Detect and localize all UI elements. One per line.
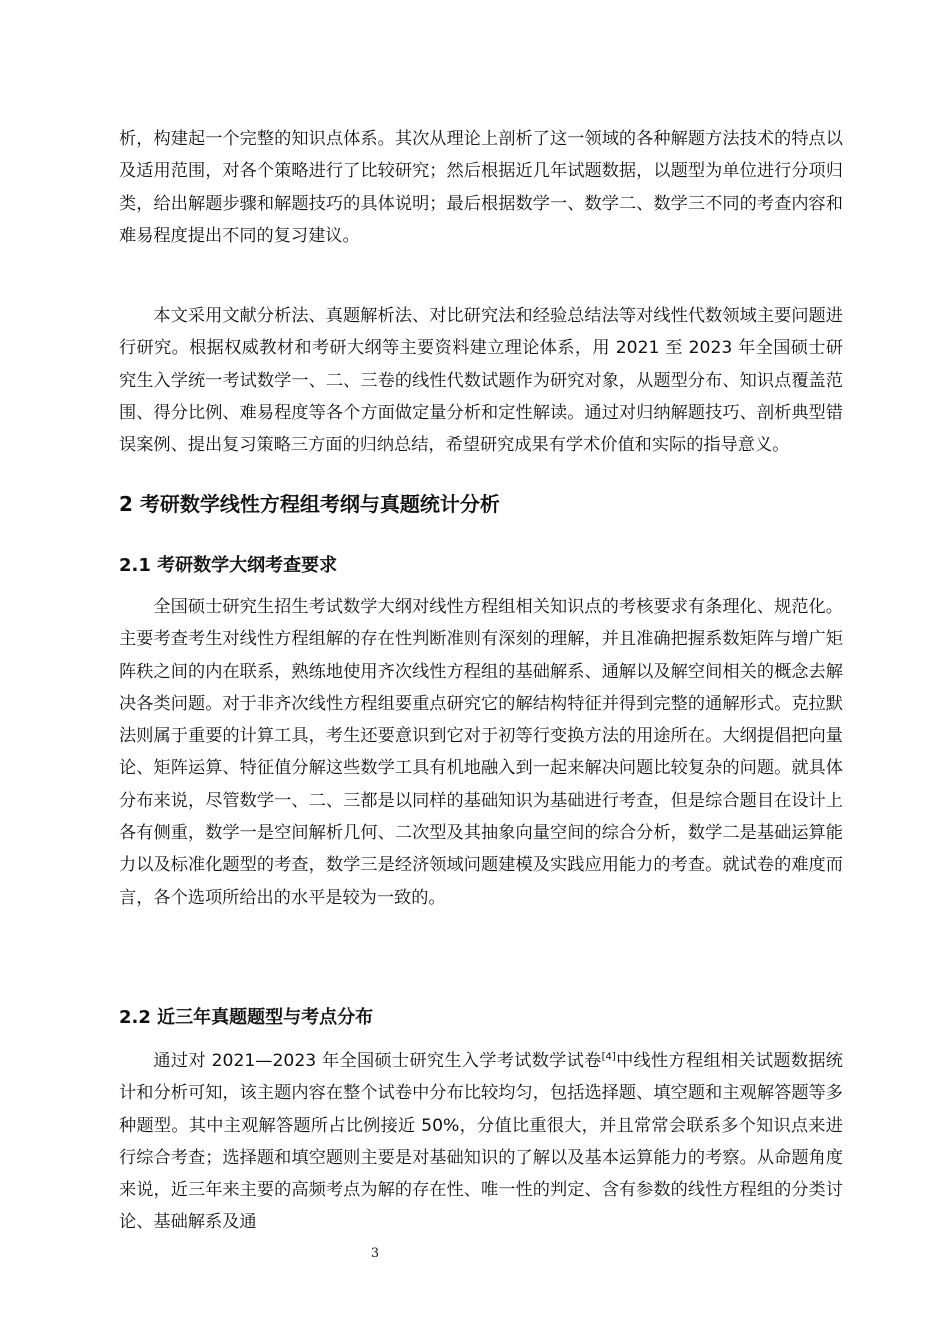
section-2-1-title: 2.1 考研数学大纲考查要求 — [119, 555, 338, 576]
paragraph-2-2 — [119, 1045, 843, 1239]
paragraph-methods: 本文采用文献分析法、真题解析法、对比研究法和经验总结法等对线性代数领域主要问题进行研究。根据权威教材和考研大纲等主要资料建立理论体系，用 2021 至 2023 年全国硕士研究生入学统一考试数学一、二、三卷的线性代数试题作为研究对象，从题型分布、知识点覆盖范围、得分比例、难易程度等各个方面做定量分析和定性解读。通过对归纳解题技巧、剖析典型错误案例、提出复习策略三方面的归纳总结，希望研究成果有学术价值和实际的指导意义。 — [119, 306, 843, 456]
paragraph-2-1: 全国硕士研究生招生考试数学大纲对线性方程组相关知识点的考核要求有条理化、规范化。主要考查考生对线性方程组解的存在性判断准则有深刻的理解，并且准确把握系数矩阵与增广矩阵秩之间的内在联系，熟练地使用齐次线性方程组的基础解系、通解以及解空间相关的概念去解决各类问题。对于非齐次线性方程组要重点研究它的解结构特征并得到完整的通解形式。克拉默法则属于重要的计算工具，考生还要意识到它对于初等行变换方法的用途所在。大纲提倡把向量论、矩阵运算、特征值分解这些数学工具有机地融入到一起来解决问题比较复杂的问题。就具体分布来说，尽管数学一、二、三都是以同样的基础知识为基础进行考查，但是综合题目在设计上各有侧重，数学一是空间解析几何、二次型及其抽象向量空间的综合分析，数学二是基础运算能力以及标准化题型的考查，数学三是经济领域问题建模及实践应用能力的考查。就试卷的难度而言，各个选项所给出的水平是较为一致的。 — [119, 597, 843, 908]
page-number: 3 — [370, 1246, 380, 1261]
paragraph-2-2-text-start: 通过对 2021—2023 年全国硕士研究生入学考试数学试卷 — [153, 1051, 602, 1071]
section-2-2-title: 2.2 近三年真题题型与考点分布 — [119, 1007, 374, 1028]
section-2-title: 2 考研数学线性方程组考纲与真题统计分析 — [119, 492, 500, 516]
citation-reference[interactable]: [4] — [601, 1051, 616, 1063]
paragraph-2-2-text-end: 中线性方程组相关试题数据统计和分析可知，该主题内容在整个试卷中分布比较均匀，包括选择题、填空题和主观解答题等多种题型。其中主观解答题所占比例接近 50%，分值比重很大，并且常常会联系多个知识点来进行综合考查；选择题和填空题则主要是对基础知识的了解以及基本运算能力的考察。从命题角度来说，近三年来主要的高频考点为解的存在性、唯一性的判定、含有参数的线性方程组的分类讨论、基础解系及通 — [119, 1051, 843, 1233]
paragraph-continued: 析，构建起一个完整的知识点体系。其次从理论上剖析了这一领域的各种解题方法技术的特点以及适用范围，对各个策略进行了比较研究；然后根据近几年试题数据，以题型为单位进行分项归类，给出解题步骤和解题技巧的具体说明；最后根据数学一、数学二、数学三不同的考查内容和难易程度提出不同的复习建议。 — [119, 129, 843, 246]
